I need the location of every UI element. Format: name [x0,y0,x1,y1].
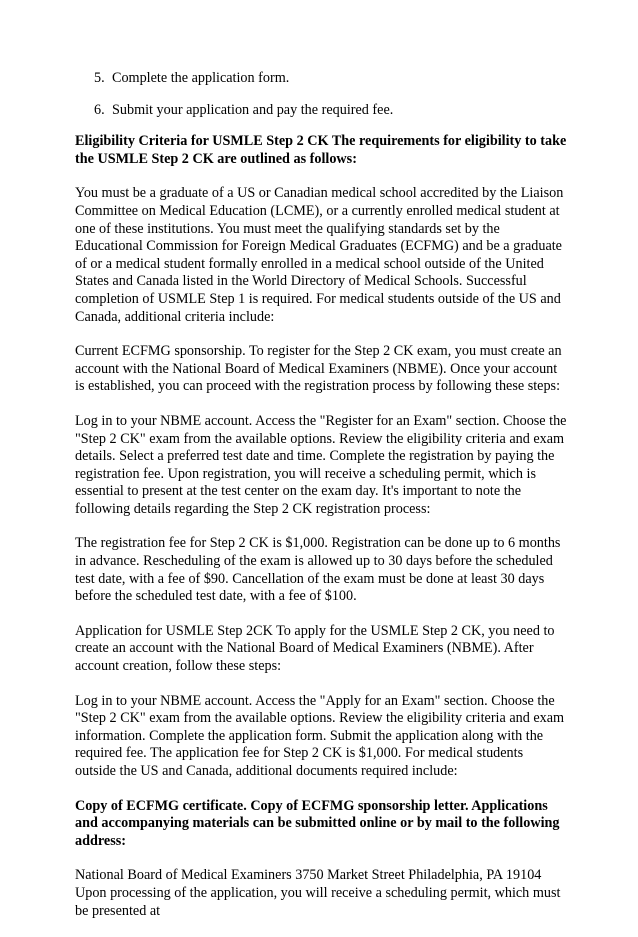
paragraph-mailing-address: National Board of Medical Examiners 3750 Market Street Philadelphia, PA 19104 Upon processing of the application, you will receive a scheduling permit, which must be presented at [75,867,561,919]
document-page [75,70,567,937]
list-item [75,70,567,88]
steps-list [75,70,567,119]
paragraph-application-steps: Log in to your NBME account. Access the "Apply for an Exam" section. Choose the "Step 2 CK" exam from the available options. Review the eligibility criteria and exam information. Complete the application form. Submit the application along with the required fee. The application fee for Step 2 CK is $1,000. For medical students outside the US and Canada, additional documents required include: [75,692,565,779]
paragraph-application: Application for USMLE Step 2CK To apply for the USMLE Step 2 CK, you need to create an account with the National Board of Medical Examiners (NBME). After account creation, follow these steps: [75,622,555,675]
paragraph-eligibility: You must be a graduate of a US or Canadian medical school accredited by the Liaison Committee on Medical Education (LCME), or a currently enrolled medical student at one of these institutions. You must meet the qualifying standards set by the Educational Commission for Foreign Medical Graduates (ECFMG) and be a graduate of or a medical student formally enrolled in a medical school outside of the United States and Canada listed in the World Directory of Medical Schools. Successful completion of USMLE Step 1 is required. For medical students outside of the US and Canada, additional criteria include: [75,185,564,325]
paragraph-registration-fees: The registration fee for Step 2 CK is $1,000. Registration can be done up to 6 months in advance. Rescheduling of the exam is allowed up to 30 days before the scheduled test date, with a fee of $90. Cancellation of the exam must be done at least 30 days before the scheduled test date, with a fee of $100. [75,535,561,605]
documents-heading: Copy of ECFMG certificate. Copy of ECFMG sponsorship letter. Applications and accompanying materials can be submitted online or by mail to the following address: [75,797,560,849]
list-item-number: 5. [94,70,105,86]
list-item [75,102,567,120]
paragraph-registration-steps: Log in to your NBME account. Access the "Register for an Exam" section. Choose the "Step 2 CK" exam from the available options. Review the eligibility criteria and exam details. Select a preferred test date and time. Complete the registration by paying the registration fee. Upon registration, you will receive a scheduling permit, which is essential to present at the test center on the exam day. It's important to note the following details regarding the Step 2 CK registration process: [75,412,567,517]
list-item-text: Complete the application form. [112,70,290,86]
list-item-text: Submit your application and pay the required fee. [112,101,394,118]
eligibility-heading: Eligibility Criteria for USMLE Step 2 CK The requirements for eligibility to take the USMLE Step 2 CK are outlined as follows: [75,133,567,167]
paragraph-ecfmg-sponsorship: Current ECFMG sponsorship. To register for the Step 2 CK exam, you must create an account with the National Board of Medical Examiners (NBME). Once your account is established, you can proceed with the registration process by following these steps: [75,343,562,395]
list-item-number: 6. [94,101,105,118]
